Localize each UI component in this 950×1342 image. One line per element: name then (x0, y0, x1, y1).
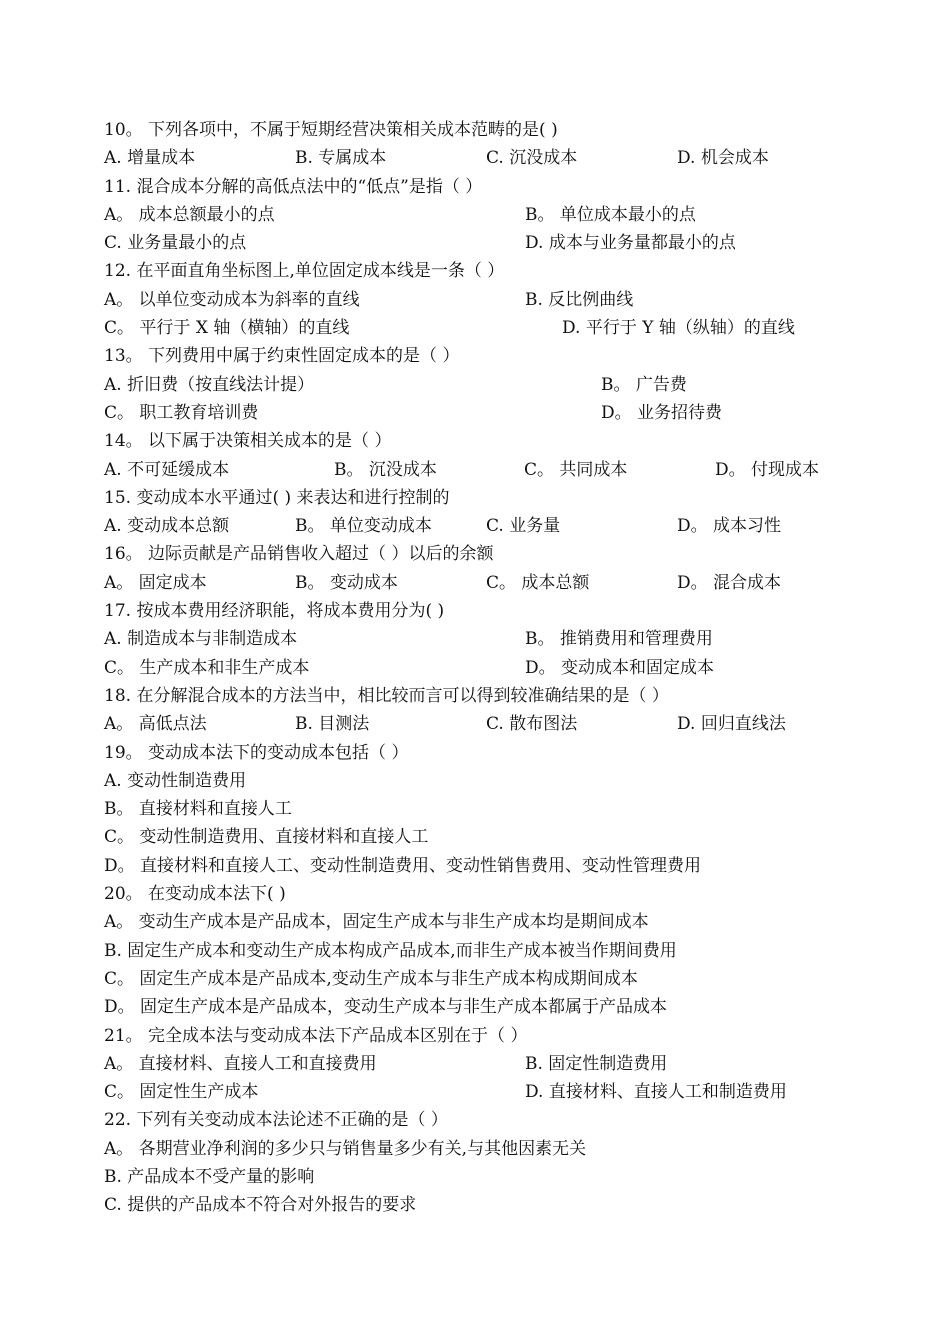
option-a: A. 变动成本总额 (104, 516, 230, 537)
options-row (104, 710, 864, 738)
options-row (104, 144, 864, 172)
question-stem: 21。 完全成本法与变动成本法下产品成本区别在于（ ） (104, 1025, 528, 1046)
option-c: C. 业务量最小的点 (104, 233, 247, 254)
option-a: A。 各期营业净利润的多少只与销售量多少有关,与其他因素无关 (104, 1138, 587, 1159)
option-c: C. 散布图法 (486, 714, 578, 735)
option-c: C. 沉没成本 (486, 148, 578, 169)
option-c: C。 职工教育培训费 (104, 402, 259, 423)
question-stem: 14。 以下属于决策相关成本的是（ ） (104, 431, 392, 452)
option-b: B. 固定性制造费用 (525, 1053, 668, 1074)
option-a: A。 以单位变动成本为斜率的直线 (104, 289, 360, 310)
option-b: B。 单位变动成本 (295, 516, 432, 537)
option-b: B。 广告费 (601, 374, 687, 395)
question-stem: 19。 变动成本法下的变动成本包括（ ） (104, 742, 409, 763)
options-row (104, 201, 864, 229)
question-stem: 20。 在变动成本法下( ) (104, 884, 286, 905)
question-stem: 13。 下列费用中属于约束性固定成本的是（ ） (104, 346, 460, 367)
options-row (104, 654, 864, 682)
option-b: B。 推销费用和管理费用 (525, 629, 713, 650)
option-d: D. 回归直线法 (677, 714, 786, 735)
option-c: C。 变动性制造费用、直接材料和直接人工 (104, 827, 429, 848)
option-a: A. 变动性制造费用 (104, 770, 247, 791)
option-a: A。 高低点法 (104, 714, 207, 735)
question-stem: 18. 在分解混合成本的方法当中，相比较而言可以得到较准确结果的是（ ） (104, 685, 669, 706)
option-d: D. 成本与业务量都最小的点 (525, 233, 736, 254)
option-a: A. 增量成本 (104, 148, 196, 169)
options-row (104, 625, 864, 653)
option-b: B. 目测法 (295, 714, 370, 735)
options-row (104, 1078, 864, 1106)
options-row (104, 371, 864, 399)
option-d: D. 平行于 Y 轴（纵轴）的直线 (562, 318, 795, 339)
option-d: D。 业务招待费 (601, 402, 723, 423)
question-stem: 10。 下列各项中，不属于短期经营决策相关成本范畴的是( ) (104, 120, 558, 140)
option-b: B. 反比例曲线 (525, 289, 634, 310)
option-c: C。 共同成本 (524, 459, 628, 480)
option-c: C。 平行于 X 轴（横轴）的直线 (104, 318, 350, 339)
option-d: D。 直接材料和直接人工、变动性制造费用、变动性销售费用、变动性管理费用 (104, 855, 702, 876)
question-stem: 12. 在平面直角坐标图上,单位固定成本线是一条（ ） (104, 261, 505, 282)
option-c: C。 生产成本和非生产成本 (104, 657, 310, 678)
option-d: D。 固定生产成本是产品成本，变动生产成本与非生产成本都属于产品成本 (104, 997, 668, 1018)
option-b: B. 专属成本 (295, 148, 387, 169)
options-row (104, 569, 864, 597)
options-row (104, 456, 864, 484)
option-d: D。 成本习性 (677, 516, 782, 537)
question-stem: 11. 混合成本分解的高低点法中的“低点”是指（ ） (104, 176, 483, 197)
option-c: C。 固定生产成本是产品成本,变动生产成本与非生产成本构成期间成本 (104, 968, 638, 989)
question-stem: 17. 按成本费用经济职能，将成本费用分为( ) (104, 601, 445, 622)
option-a: A。 变动生产成本是产品成本，固定生产成本与非生产成本均是期间成本 (104, 912, 649, 933)
option-b: B。 沉没成本 (334, 459, 437, 480)
option-d: D。 混合成本 (677, 572, 782, 593)
options-row (104, 314, 864, 342)
option-c: C. 提供的产品成本不符合对外报告的要求 (104, 1195, 417, 1216)
options-row (104, 229, 864, 257)
option-a: A。 成本总额最小的点 (104, 204, 275, 225)
option-b: B。 变动成本 (295, 572, 398, 593)
option-a: A。 固定成本 (104, 572, 207, 593)
options-row (104, 286, 864, 314)
option-c: C。 固定性生产成本 (104, 1082, 259, 1103)
option-b: B。 单位成本最小的点 (525, 204, 696, 225)
option-d: D. 机会成本 (677, 148, 769, 169)
question-stem: 16。 边际贡献是产品销售收入超过（ ）以后的余额 (104, 544, 494, 565)
option-a: A. 折旧费（按直线法计提） (104, 374, 315, 395)
option-a: A。 直接材料、直接人工和直接费用 (104, 1053, 377, 1074)
options-row (104, 399, 864, 427)
options-row (104, 512, 864, 540)
question-stem: 15. 变动成本水平通过( ) 来表达和进行控制的 (104, 487, 450, 508)
option-b: B. 固定生产成本和变动生产成本构成产品成本,而非生产成本被当作期间费用 (104, 940, 677, 961)
option-a: A. 制造成本与非制造成本 (104, 629, 298, 650)
option-b: B。 直接材料和直接人工 (104, 799, 292, 820)
option-d: D。 变动成本和固定成本 (525, 657, 715, 678)
option-a: A. 不可延缓成本 (104, 459, 230, 480)
question-stem: 22. 下列有关变动成本法论述不正确的是（ ） (104, 1110, 448, 1131)
option-c: C。 成本总额 (486, 572, 590, 593)
option-c: C. 业务量 (486, 516, 561, 537)
option-d: D。 付现成本 (715, 459, 820, 480)
option-d: D. 直接材料、直接人工和制造费用 (525, 1082, 787, 1103)
question-list (104, 116, 864, 1220)
options-row (104, 1050, 864, 1078)
option-b: B. 产品成本不受产量的影响 (104, 1166, 315, 1187)
